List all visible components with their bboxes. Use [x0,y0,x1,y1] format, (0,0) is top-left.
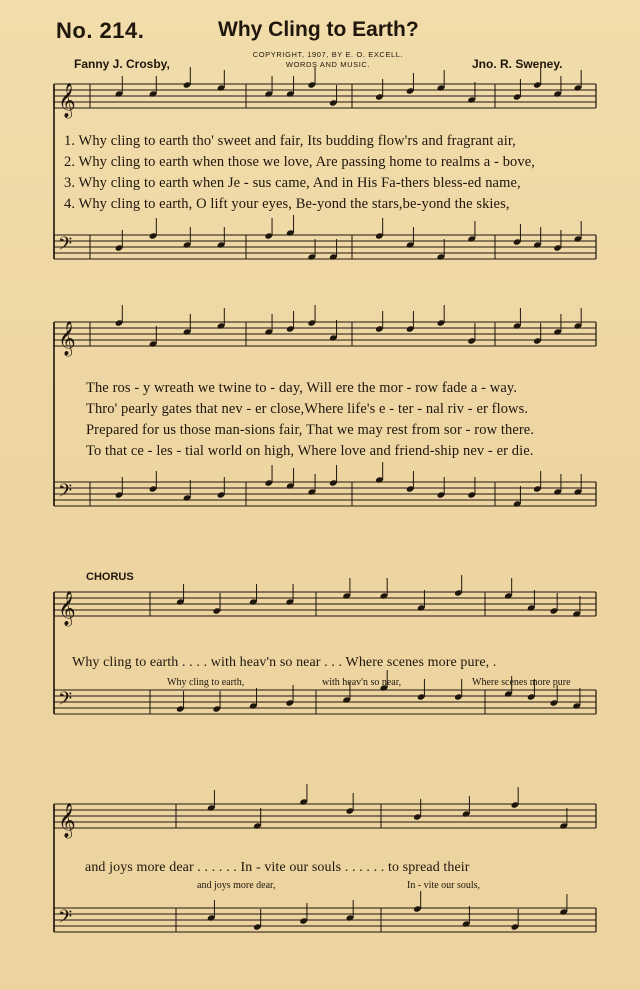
verse-3-line-1: 3. Why cling to earth when Je - sus came, And in His Fa-thers bless-ed name, [64,175,521,191]
svg-text:𝄞: 𝄞 [58,83,76,118]
svg-text:𝄢: 𝄢 [58,234,73,259]
verse-2-line-2: Thro' pearly gates that nev - er close,Where life's e - ter - nal riv - er flows. [86,401,529,417]
verse-4-line-1: 4. Why cling to earth, O lift your eyes, Be-yond the stars,be-yond the skies, [64,196,510,212]
copyright-line: COPYRIGHT, 1907, BY E. O. EXCELL. [252,50,404,59]
verse-2-line-1: 2. Why cling to earth when those we love, Are passing home to realms a - bove, [64,154,536,170]
verse-3-line-2: Prepared for us those man-sions fair, That we may rest from sor - row there. [86,422,535,438]
hymn-number: No. 214. [56,18,145,43]
svg-text:𝄞: 𝄞 [58,591,76,626]
svg-text:𝄢: 𝄢 [58,481,73,506]
svg-text:𝄢: 𝄢 [58,907,73,932]
svg-text:𝄞: 𝄞 [58,321,76,356]
chorus-bass-1c: Where scenes more pure [472,677,571,688]
hymn-title: Why Cling to Earth? [218,18,419,41]
chorus-bass-2b: In - vite our souls, [407,880,481,891]
composer-credit: Jno. R. Sweney. [472,57,563,71]
svg-text:𝄞: 𝄞 [58,803,76,838]
chorus-bass-2a: and joys more dear, [197,880,276,891]
chorus-line-2: and joys more dear . . . . . . In - vite our souls . . . . . . to spread their [85,860,470,875]
chorus-bass-1b: with heav'n so near, [322,677,402,688]
copyright-rights-line: WORDS AND MUSIC. [285,60,371,69]
svg-text:𝄢: 𝄢 [58,689,73,714]
chorus-bass-1a: Why cling to earth, [167,677,245,688]
chorus-label: CHORUS [86,571,134,583]
verse-4-line-2: To that ce - les - tial world on high, Where love and friend-ship nev - er die. [86,443,534,459]
verse-1-line-2: The ros - y wreath we twine to - day, Will ere the mor - row fade a - way. [86,380,518,396]
verse-1-line-1: 1. Why cling to earth tho' sweet and fair, Its budding flow'rs and fragrant air, [64,133,516,149]
chorus-line-1: Why cling to earth . . . . with heav'n so near . . . Where scenes more pure, . [72,655,497,670]
author-credit: Fanny J. Crosby, [74,57,170,71]
